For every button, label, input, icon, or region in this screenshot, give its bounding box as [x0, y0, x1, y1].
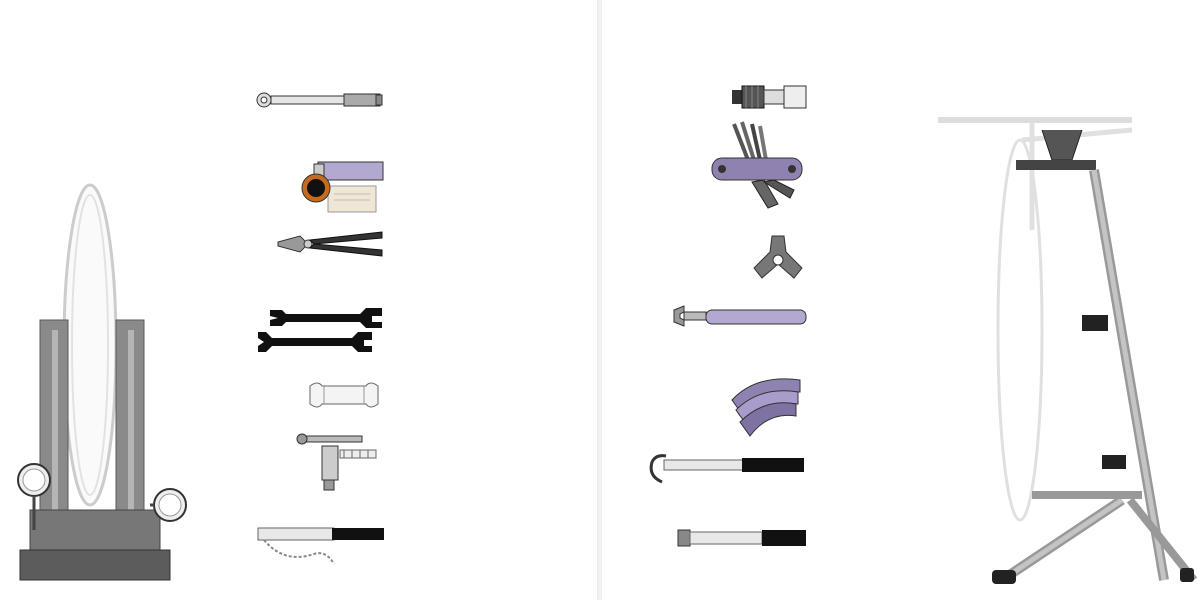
- chain-whip-icon: [254, 524, 388, 574]
- patch-kit-icon: [298, 158, 388, 218]
- spoke-wrench-icon: [750, 232, 806, 282]
- truing-stand-icon: [0, 180, 200, 600]
- repair-stand-icon: [932, 100, 1200, 600]
- bottom-bracket-wrench-icon: [646, 452, 808, 488]
- tire-lever-icon: [726, 370, 806, 438]
- chain-tool-icon: [296, 430, 386, 494]
- cassette-tool-icon: [676, 526, 808, 550]
- right-page: [602, 0, 1200, 600]
- torque-wrench-icon: [256, 88, 386, 114]
- cone-wrench-icon: [256, 306, 386, 356]
- cable-cutter-icon: [274, 228, 386, 262]
- chain-gauge-icon: [304, 376, 384, 414]
- pedal-wrench-icon: [672, 302, 810, 332]
- multitool-icon: [708, 120, 808, 210]
- crank-puller-icon: [730, 82, 810, 112]
- left-page: [0, 0, 598, 600]
